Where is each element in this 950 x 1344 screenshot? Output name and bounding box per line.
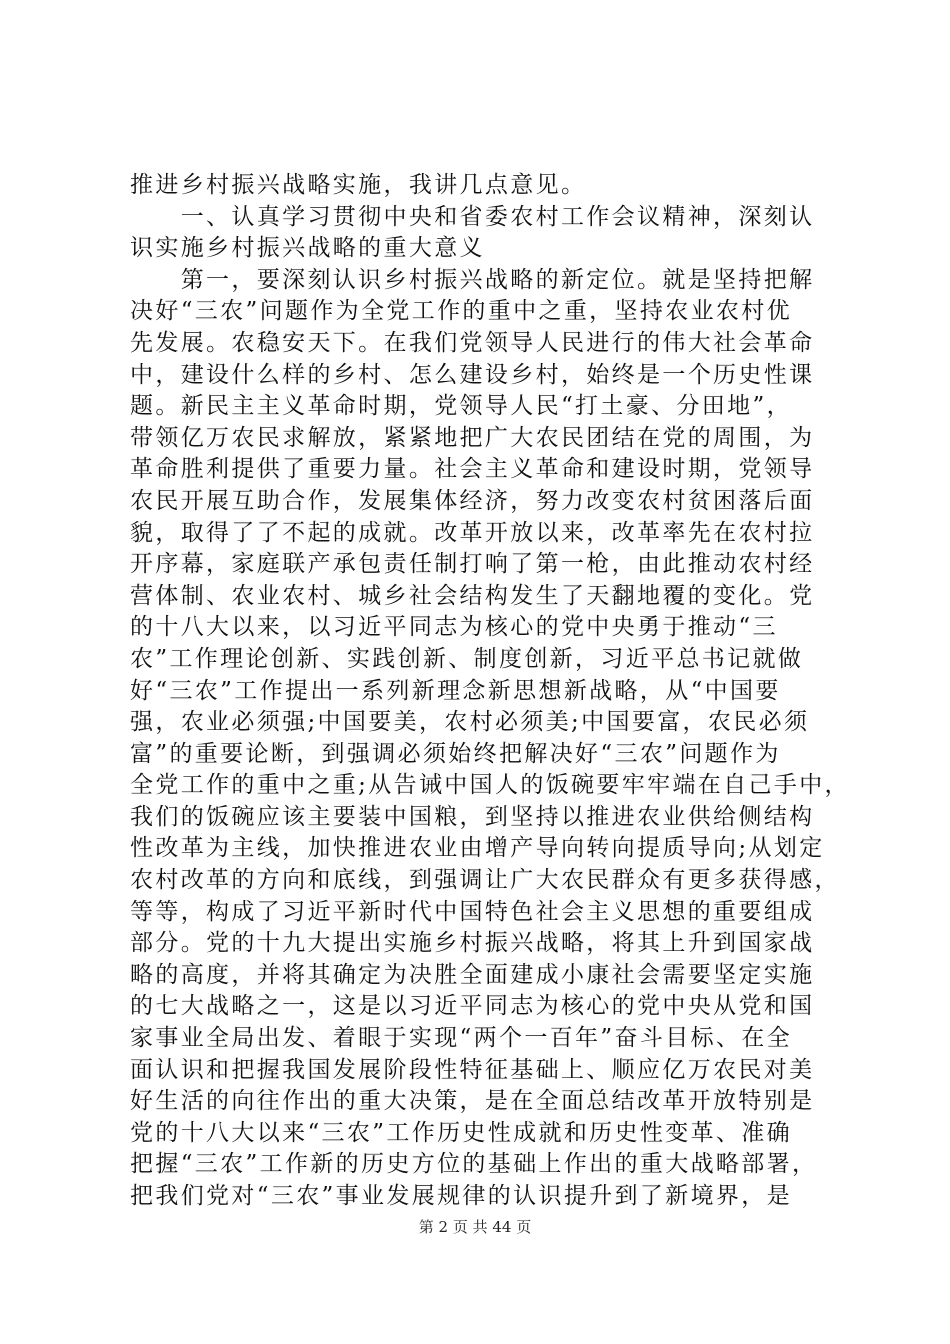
text-line: 党的十八大以来“三农”工作历史性成就和历史性变革、准确 <box>130 1119 792 1146</box>
text-line: 先发展。农稳安天下。在我们党领导人民进行的伟大社会革命 <box>130 329 815 356</box>
text-line: 的七大战略之一，这是以习近平同志为核心的党中央从党和国 <box>130 993 815 1020</box>
text-line: 性改革为主线，加快推进农业由增产导向转向提质导向;从划定 <box>130 835 825 862</box>
text-line: 中，建设什么样的乡村、怎么建设乡村，始终是一个历史性课 <box>130 361 815 388</box>
text-line: 等等，构成了习近平新时代中国特色社会主义思想的重要组成 <box>130 898 815 925</box>
text-line: 带领亿万农民求解放，紧紧地把广大农民团结在党的周围，为 <box>130 424 815 451</box>
page-footer: 第 2 页 共 44 页 <box>418 1218 532 1236</box>
text-line: 农民开展互助合作，发展集体经济，努力改变农村贫困落后面 <box>130 487 815 514</box>
text-line: 强，农业必须强;中国要美，农村必须美;中国要富，农民必须 <box>130 709 810 736</box>
text-line: 部分。党的十九大提出实施乡村振兴战略，将其上升到国家战 <box>130 930 815 957</box>
text-line: 营体制、农业农村、城乡社会结构发生了天翻地覆的变化。党 <box>130 582 815 609</box>
text-line: 题。新民主主义革命时期，党领导人民“打土豪、分田地”， <box>130 393 792 420</box>
text-line: 第一，要深刻认识乡村振兴战略的新定位。就是坚持把解 <box>130 266 815 293</box>
text-line: 貌，取得了了不起的成就。改革开放以来，改革率先在农村拉 <box>130 519 815 546</box>
text-line: 全党工作的重中之重;从告诫中国人的饭碗要牢牢端在自己手中， <box>130 772 850 799</box>
text-line: 革命胜利提供了重要力量。社会主义革命和建设时期，党领导 <box>130 456 815 483</box>
text-line: 识实施乡村振兴战略的重大意义 <box>130 235 485 262</box>
text-line: 把握“三农”工作新的历史方位的基础上作出的重大战略部署， <box>130 1151 818 1178</box>
text-line: 农”工作理论创新、实践创新、制度创新，习近平总书记就做 <box>130 645 804 672</box>
text-line: 好生活的向往作出的重大决策，是在全面总结改革开放特别是 <box>130 1088 815 1115</box>
text-line: 开序幕，家庭联产承包责任制打响了第一枪，由此推动农村经 <box>130 551 815 578</box>
text-line: 决好“三农”问题作为全党工作的重中之重，坚持农业农村优 <box>130 298 792 325</box>
text-line: 好“三农”工作提出一系列新理念新思想新战略，从“中国要 <box>130 677 781 704</box>
text-line: 面认识和把握我国发展阶段性特征基础上、顺应亿万农民对美 <box>130 1056 815 1083</box>
text-line: 农村改革的方向和底线，到强调让广大农民群众有更多获得感， <box>130 867 840 894</box>
body-text <box>130 170 850 1213</box>
text-line: 富”的重要论断，到强调必须始终把解决好“三农”问题作为 <box>130 740 781 767</box>
text-line: 的十八大以来，以习近平同志为核心的党中央勇于推动“三 <box>130 614 778 641</box>
text-line: 把我们党对“三农”事业发展规律的认识提升到了新境界，是 <box>130 1183 792 1209</box>
text-line: 一、认真学习贯彻中央和省委农村工作会议精神，深刻认 <box>130 203 815 230</box>
text-line: 家事业全局出发、着眼于实现“两个一百年”奋斗目标、在全 <box>130 1025 792 1052</box>
text-line: 略的高度，并将其确定为决胜全面建成小康社会需要坚定实施 <box>130 961 815 988</box>
text-line: 推进乡村振兴战略实施，我讲几点意见。 <box>130 172 587 198</box>
text-line: 我们的饭碗应该主要装中国粮，到坚持以推进农业供给侧结构 <box>130 803 815 830</box>
